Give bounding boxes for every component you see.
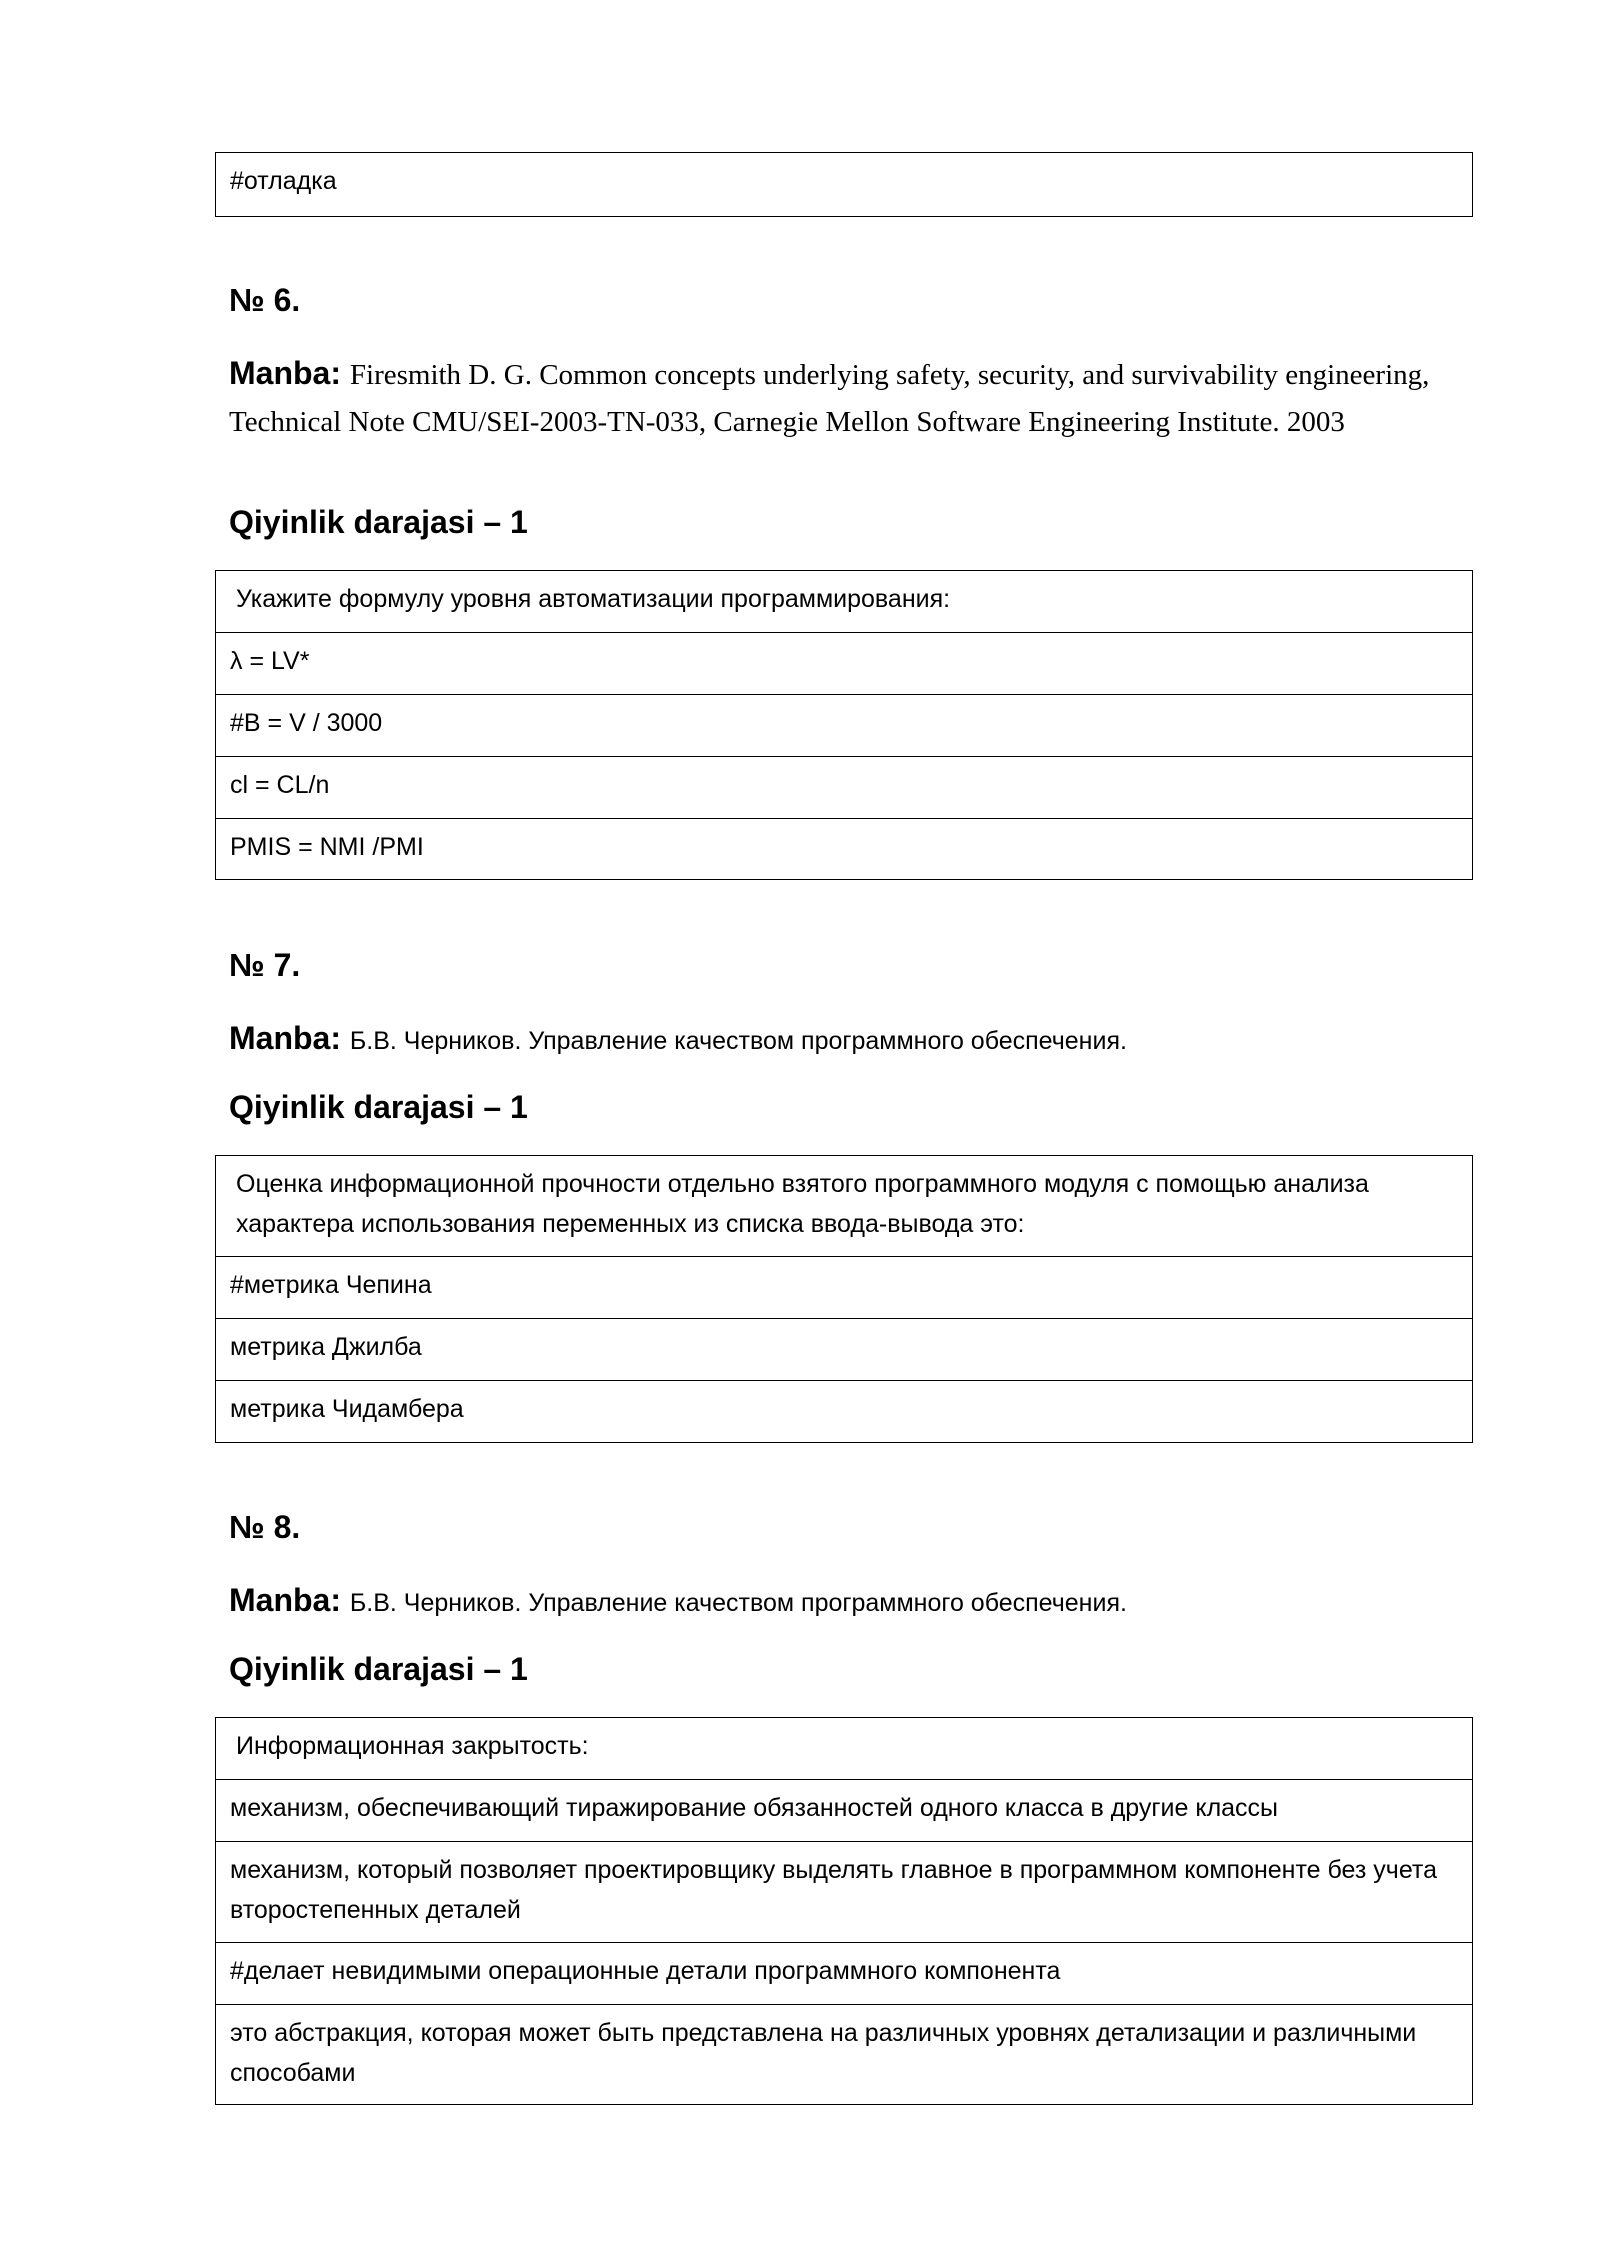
answer-option: механизм, который позволяет проектировщику выделять главное в программном компоненте без учета второстепенных деталей xyxy=(216,1842,1472,1943)
difficulty-level: Qiyinlik darajasi – 1 xyxy=(229,1651,528,1687)
question-table xyxy=(215,1155,1473,1443)
answer-option: cl = CL/n xyxy=(216,757,1472,819)
source-block xyxy=(229,352,1469,448)
answer-option: механизм, обеспечивающий тиражирование обязанностей одного класса в другие классы xyxy=(216,1780,1472,1842)
question-table xyxy=(215,570,1473,880)
answer-option: #делает невидимыми операционные детали программного компонента xyxy=(216,1943,1472,2005)
answer-option: метрика Джилба xyxy=(216,1319,1472,1381)
question-number: № 7. xyxy=(229,947,301,983)
difficulty-level: Qiyinlik darajasi – 1 xyxy=(229,504,528,540)
question-number: № 6. xyxy=(229,282,301,318)
source-text: Firesmith D. G. Common concepts underlying safety, security, and survivability engineering, Technical Note CMU/SEI-2003-TN-033, Carnegie Mellon Software Engineering Institute. 2003 xyxy=(229,359,1430,438)
question-number: № 8. xyxy=(229,1509,301,1545)
question-text: Оценка информационной прочности отдельно взятого программного модуля с помощью анализа характера использования переменных из списка ввода-вывода это: xyxy=(216,1156,1472,1257)
source-block xyxy=(229,1017,1469,1066)
question-table xyxy=(215,1717,1473,2105)
source-text: Б.В. Черников. Управление качеством программного обеспечения. xyxy=(349,1589,1127,1617)
difficulty-level: Qiyinlik darajasi – 1 xyxy=(229,1089,528,1125)
answer-option: #отладка xyxy=(230,167,337,195)
answer-option: это абстракция, которая может быть представлена на различных уровнях детализации и различными способами xyxy=(230,2019,1417,2087)
answer-option: метрика Чидамбера xyxy=(230,1395,464,1423)
question-text: Информационная закрытость: xyxy=(216,1718,1472,1780)
answer-option: #B = V / 3000 xyxy=(216,695,1472,757)
source-text: Б.В. Черников. Управление качеством программного обеспечения. xyxy=(349,1027,1127,1055)
source-label: Manba: xyxy=(229,355,341,391)
answer-option: #метрика Чепина xyxy=(216,1257,1472,1319)
source-label: Manba: xyxy=(229,1582,341,1618)
prev-answer-box xyxy=(215,152,1473,217)
question-text: Укажите формулу уровня автоматизации программирования: xyxy=(216,571,1472,633)
answer-option: λ = LV* xyxy=(216,633,1472,695)
source-block xyxy=(229,1579,1469,1628)
source-label: Manba: xyxy=(229,1020,341,1056)
answer-option: PMIS = NMI /PMI xyxy=(230,833,424,861)
